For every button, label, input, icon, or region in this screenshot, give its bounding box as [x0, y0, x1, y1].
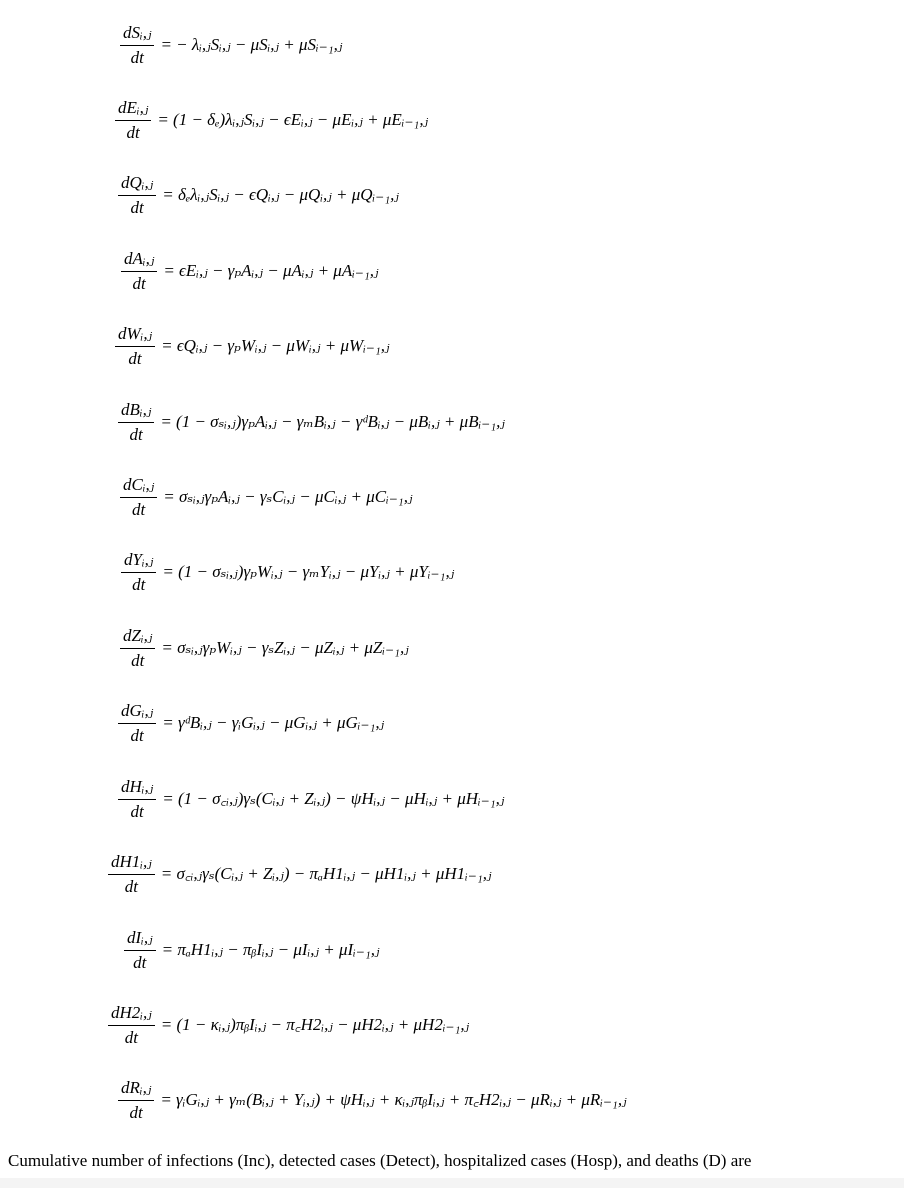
fraction-denominator: dt: [132, 574, 146, 594]
equation-row: [0, 844, 904, 904]
equation-row: [0, 165, 904, 225]
equation-rhs: = γᵈBᵢ,ⱼ − γᵢGᵢ,ⱼ − μGᵢ,ⱼ + μGᵢ₋₁,ⱼ: [162, 713, 385, 732]
equation-rhs: = ϵEᵢ,ⱼ − γₚAᵢ,ⱼ − μAᵢ,ⱼ + μAᵢ₋₁,ⱼ: [163, 261, 379, 280]
equation-rhs: = (1 − σ꜀ᵢ,ⱼ)γₛ(Cᵢ,ⱼ + Zᵢ,ⱼ) − ψHᵢ,ⱼ − μHᵢ,ⱼ + μHᵢ₋₁,ⱼ: [162, 789, 505, 808]
fraction-numerator: dEᵢ,ⱼ: [115, 98, 151, 121]
equation-row: [0, 241, 904, 301]
equation-row: [0, 1070, 904, 1130]
equation-rhs: = σₛᵢ,ⱼγₚAᵢ,ⱼ − γₛCᵢ,ⱼ − μCᵢ,ⱼ + μCᵢ₋₁,ⱼ: [163, 487, 413, 506]
equation-rhs: = − λᵢ,ⱼSᵢ,ⱼ − μSᵢ,ⱼ + μSᵢ₋₁,ⱼ: [160, 35, 343, 54]
derivative-fraction: [115, 324, 155, 369]
derivative-fraction: [118, 777, 156, 822]
fraction-denominator: dt: [124, 1027, 138, 1047]
equation-rhs: = δₑλᵢ,ⱼSᵢ,ⱼ − ϵQᵢ,ⱼ − μQᵢ,ⱼ + μQᵢ₋₁,ⱼ: [162, 185, 399, 204]
derivative-fraction: [118, 701, 156, 746]
equation-row: [0, 693, 904, 753]
equation-row: [0, 316, 904, 376]
equation-row: [0, 392, 904, 452]
fraction-numerator: dRᵢ,ⱼ: [118, 1078, 154, 1101]
fraction-denominator: dt: [132, 499, 146, 519]
equation-row: [0, 920, 904, 980]
fraction-numerator: dSᵢ,ⱼ: [120, 23, 154, 46]
fraction-denominator: dt: [128, 348, 142, 368]
equation-rhs: = ϵQᵢ,ⱼ − γₚWᵢ,ⱼ − μWᵢ,ⱼ + μWᵢ₋₁,ⱼ: [161, 336, 390, 355]
fraction-denominator: dt: [130, 47, 144, 67]
derivative-fraction: [118, 1078, 154, 1123]
equation-row: [0, 769, 904, 829]
derivative-fraction: [115, 98, 151, 143]
derivative-fraction: [120, 23, 154, 68]
equation-row: [0, 995, 904, 1055]
equation-rhs: = σₛᵢ,ⱼγₚWᵢ,ⱼ − γₛZᵢ,ⱼ − μZᵢ,ⱼ + μZᵢ₋₁,ⱼ: [161, 638, 409, 657]
fraction-numerator: dIᵢ,ⱼ: [124, 928, 156, 951]
equation-rhs: = (1 − κᵢ,ⱼ)πᵦIᵢ,ⱼ − π꜀H2ᵢ,ⱼ − μH2ᵢ,ⱼ + μH2ᵢ₋₁,ⱼ: [160, 1015, 470, 1034]
derivative-fraction: [121, 249, 157, 294]
derivative-fraction: [108, 1003, 155, 1048]
equation-row: [0, 90, 904, 150]
fraction-numerator: dZᵢ,ⱼ: [120, 626, 155, 649]
fraction-numerator: dH2ᵢ,ⱼ: [108, 1003, 155, 1026]
equation-rhs: = πₐH1ᵢ,ⱼ − πᵦIᵢ,ⱼ − μIᵢ,ⱼ + μIᵢ₋₁,ⱼ: [161, 940, 380, 959]
derivative-fraction: [124, 928, 156, 973]
equation-rhs: = (1 − δₑ)λᵢ,ⱼSᵢ,ⱼ − ϵEᵢ,ⱼ − μEᵢ,ⱼ + μEᵢ₋₁,ⱼ: [157, 110, 429, 129]
derivative-fraction: [108, 852, 155, 897]
fraction-denominator: dt: [130, 725, 144, 745]
derivative-fraction: [118, 173, 156, 218]
fraction-numerator: dQᵢ,ⱼ: [118, 173, 156, 196]
fraction-denominator: dt: [126, 122, 140, 142]
equation-row: [0, 542, 904, 602]
derivative-fraction: [120, 475, 157, 520]
fraction-denominator: dt: [130, 197, 144, 217]
fraction-denominator: dt: [129, 424, 143, 444]
fraction-denominator: dt: [124, 876, 138, 896]
equation-row: [0, 618, 904, 678]
fraction-numerator: dHᵢ,ⱼ: [118, 777, 156, 800]
fraction-denominator: dt: [130, 801, 144, 821]
fraction-numerator: dWᵢ,ⱼ: [115, 324, 155, 347]
equation-rhs: = γᵢGᵢ,ⱼ + γₘ(Bᵢ,ⱼ + Yᵢ,ⱼ) + ψHᵢ,ⱼ + κᵢ,ⱼπᵦIᵢ,ⱼ + π꜀H2ᵢ,ⱼ − μRᵢ,ⱼ + μRᵢ₋₁,ⱼ: [160, 1090, 627, 1109]
fraction-numerator: dBᵢ,ⱼ: [118, 400, 154, 423]
equation-row: [0, 467, 904, 527]
derivative-fraction: [121, 550, 156, 595]
fraction-numerator: dGᵢ,ⱼ: [118, 701, 156, 724]
fraction-denominator: dt: [131, 650, 145, 670]
footer-paragraph: Cumulative number of infections (Inc), detected cases (Detect), hospitalized cases (Hosp), and deaths (D) are: [8, 1151, 752, 1170]
fraction-denominator: dt: [133, 952, 147, 972]
derivative-fraction: [118, 400, 154, 445]
equation-row: [0, 15, 904, 75]
fraction-denominator: dt: [132, 273, 146, 293]
fraction-denominator: dt: [129, 1102, 143, 1122]
fraction-numerator: dH1ᵢ,ⱼ: [108, 852, 155, 875]
equation-rhs: = (1 − σₛᵢ,ⱼ)γₚWᵢ,ⱼ − γₘYᵢ,ⱼ − μYᵢ,ⱼ + μYᵢ₋₁,ⱼ: [162, 562, 455, 581]
equation-rhs: = σ꜀ᵢ,ⱼγₛ(Cᵢ,ⱼ + Zᵢ,ⱼ) − πₐH1ᵢ,ⱼ − μH1ᵢ,ⱼ + μH1ᵢ₋₁,ⱼ: [160, 864, 492, 883]
derivative-fraction: [120, 626, 155, 671]
fraction-numerator: dYᵢ,ⱼ: [121, 550, 156, 573]
fraction-numerator: dCᵢ,ⱼ: [120, 475, 157, 498]
equation-rhs: = (1 − σₛᵢ,ⱼ)γₚAᵢ,ⱼ − γₘBᵢ,ⱼ − γᵈBᵢ,ⱼ − μBᵢ,ⱼ + μBᵢ₋₁,ⱼ: [160, 412, 505, 431]
fraction-numerator: dAᵢ,ⱼ: [121, 249, 157, 272]
bottom-band: [0, 1178, 904, 1188]
